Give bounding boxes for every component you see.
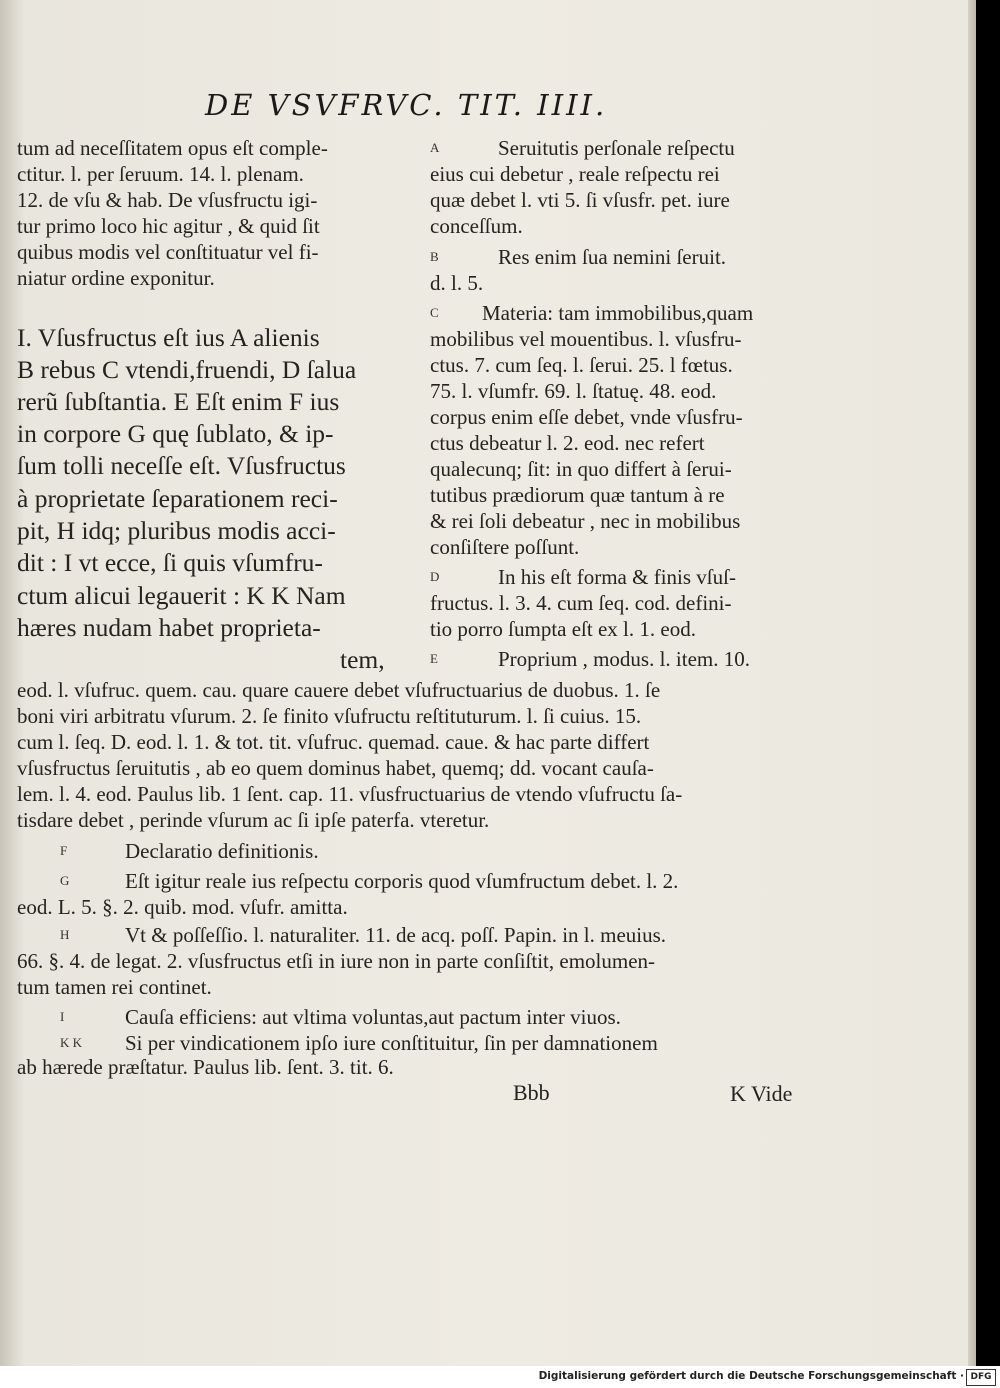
note-line: tum tamen rei continet. <box>17 975 212 999</box>
note-line: tio porro ſumpta eſt ex l. 1. eod. <box>430 617 696 641</box>
note-letter: I <box>60 1009 65 1024</box>
note-line: Eſt igitur reale ius reſpectu corporis quod vſumfructum debet. l. 2. <box>125 869 679 893</box>
note-line: corpus enim eſſe debet, vnde vſusfru- <box>430 405 743 429</box>
note-line: Materia: tam immobilibus,quam <box>482 301 754 325</box>
running-header: DE VSVFRVC. TIT. IIII. <box>205 88 608 122</box>
full-width-line: lem. l. 4. eod. Paulus lib. 1 ſent. cap. 11. vſusfructuarius de vtendo vſufructu ſa- <box>17 782 683 806</box>
note-line: conceſſum. <box>430 214 523 238</box>
note-line: Vt & poſſeſſio. l. naturaliter. 11. de acq. poſſ. Papin. in l. meuius. <box>125 923 667 947</box>
note-line: ctus. 7. cum ſeq. l. ſerui. 25. l fœtus. <box>430 353 733 377</box>
note-line: ctus debeatur l. 2. eod. nec refert <box>430 431 705 455</box>
note-line: Si per vindicationem ipſo iure conſtituitur, ſin per damnationem <box>125 1031 658 1055</box>
note-line: mobilibus vel mouentibus. l. vſusfru- <box>430 327 742 351</box>
note-line: Declaratio definitionis. <box>125 839 319 863</box>
note-line: Proprium , modus. l. item. 10. <box>498 647 750 671</box>
note-letter: B <box>430 249 439 264</box>
left-line: tur primo loco hic agitur , & quid ſit <box>17 214 320 238</box>
full-width-line: vſusfructus ſeruitutis , ab eo quem dominus habet, quemq; dd. vocant cauſa- <box>17 756 654 780</box>
definition-line: hæres nudam habet proprieta- <box>17 613 321 642</box>
note-line: 66. §. 4. de legat. 2. vſusfructus etſi in iure non in parte conſiſtit, emolumen- <box>17 949 656 973</box>
note-line: Cauſa efficiens: aut vltima voluntas,aut pactum inter viuos. <box>125 1005 621 1029</box>
note-letter: C <box>430 305 439 320</box>
footer-credit: Digitalisierung gefördert durch die Deutsche Forschungsgemeinschaft · <box>538 1370 964 1382</box>
definition-line: rerũ ſubſtantia. E Eſt enim F ius <box>17 387 340 416</box>
left-line: tum ad neceſſitatem opus eſt comple- <box>17 136 328 160</box>
left-line: 12. de vſu & hab. De vſusfructu igi- <box>17 188 318 212</box>
note-letter: K K <box>60 1035 83 1050</box>
signature-mark: Bbb <box>513 1080 550 1105</box>
note-line: eius cui debetur , reale reſpectu rei <box>430 162 720 186</box>
definition-line: ctum alicui legauerit : K K Nam <box>17 581 346 610</box>
full-width-line: eod. l. vſufruc. quem. cau. quare cauere debet vſufructuarius de duobus. 1. ſe <box>17 678 661 702</box>
full-width-line: boni viri arbitratu vſurum. 2. ſe finito vſufructu reſtituturum. l. ſi cuius. 15. <box>17 704 642 728</box>
note-line: conſiſtere poſſunt. <box>430 535 580 559</box>
left-line: niatur ordine exponitur. <box>17 266 215 290</box>
note-line: quæ debet l. vti 5. ſi vſusfr. pet. iure <box>430 188 730 212</box>
note-line: eod. L. 5. §. 2. quib. mod. vſufr. amitta. <box>17 895 348 919</box>
note-letter: G <box>60 873 70 888</box>
note-letter: H <box>60 927 70 942</box>
note-letter: F <box>60 843 68 858</box>
note-line: & rei ſoli debeatur , nec in mobilibus <box>430 509 741 533</box>
left-line: quibus modis vel conſtituatur vel fi- <box>17 240 319 264</box>
note-line: Seruitutis perſonale reſpectu <box>498 136 735 160</box>
definition-line: pit, H idq; pluribus modis acci- <box>17 516 336 545</box>
note-line: qualecunq; ſit: in quo differt à ſerui- <box>430 457 732 481</box>
note-letter: E <box>430 651 438 666</box>
note-line: d. l. 5. <box>430 271 484 295</box>
definition-line: I. Vſusfructus eſt ius A alienis <box>17 323 320 352</box>
full-width-line: tisdare debet , perinde vſurum ac ſi ipſe paterfa. vteretur. <box>17 808 490 832</box>
note-line: ab hærede præſtatur. Paulus lib. ſent. 3. tit. 6. <box>17 1055 394 1079</box>
note-line: In his eſt forma & finis vſuſ- <box>498 565 736 589</box>
definition-line: in corpore G quę ſublato, & ip- <box>17 419 334 448</box>
dfg-logo: DFG <box>966 1369 996 1386</box>
catchword: K Vide <box>730 1081 793 1106</box>
definition-line: dit : I vt ecce, ſi quis vſumfru- <box>17 548 323 577</box>
note-line: fructus. l. 3. 4. cum ſeq. cod. defini- <box>430 591 732 615</box>
note-line: 75. l. vſumfr. 69. l. ſtatuę. 48. eod. <box>430 379 717 403</box>
full-width-line: cum l. ſeq. D. eod. l. 1. & tot. tit. vſufruc. quemad. caue. & hac parte differt <box>17 730 650 754</box>
note-line: Res enim ſua nemini ſeruit. <box>498 245 727 269</box>
note-line: tutibus prædiorum quæ tantum à re <box>430 483 725 507</box>
definition-line: B rebus C vtendi,fruendi, D ſalua <box>17 355 357 384</box>
digitization-footer <box>0 1366 1000 1388</box>
note-letter: D <box>430 569 440 584</box>
note-letter: A <box>430 140 440 155</box>
page-edge <box>968 0 976 1366</box>
definition-line: tem, <box>340 645 385 674</box>
definition-line: ſum tolli neceſſe eſt. Vſusfructus <box>17 451 346 480</box>
definition-line: à proprietate ſeparationem reci- <box>17 484 338 513</box>
left-line: ctitur. l. per ſeruum. 14. l. plenam. <box>17 162 304 186</box>
